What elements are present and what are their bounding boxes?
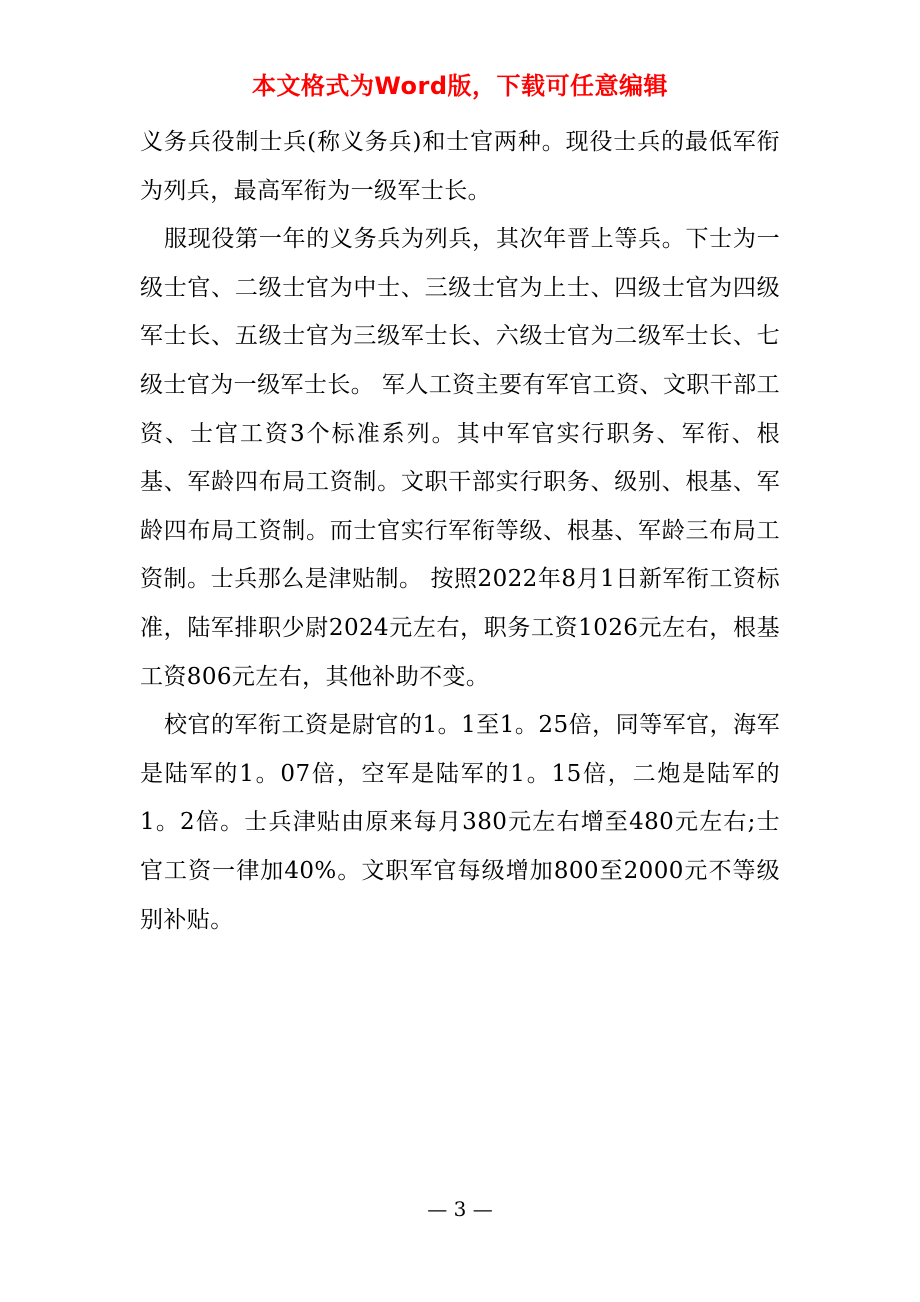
paragraph-2: 服现役第一年的义务兵为列兵，其次年晋上等兵。下士为一级士官、二级士官为中士、三级士官为上士、四级士官为四级军士长、五级士官为三级军士长、六级士官为二级军士长、七级士官为一级军士长。 军人工资主要有军官工资、文职干部工资、士官工资3个标准系列。其中军官实行职务、军衔、根基、军龄四布局工资制。文职干部实行职务、级别、根基、军龄四布局工资制。而士官实行军衔等级、根基、军龄三布局工资制。士兵那么是津贴制。 按照2022年8月1日新军衔工资标准，陆军排职少尉2024元左右，职务工资1026元左右，根基工资806元左右，其他补助不变。 [140,226,780,690]
paragraph-3: 校官的军衔工资是尉官的1。1至1。25倍，同等军官，海军是陆军的1。07倍，空军是陆军的1。15倍，二炮是陆军的1。2倍。士兵津贴由原来每月380元左右增至480元左右;士官工资一律加40%。文职军官每级增加800至2000元不等级别补贴。 [140,712,780,933]
page-number: — 3 — [427,1197,493,1221]
paragraph-1: 义务兵役制士兵(称义务兵)和士官两种。现役士兵的最低军衔为列兵，最高军衔为一级军士长。 [140,129,780,204]
document-body [140,118,780,944]
download-banner: 本文格式为Word版，下载可任意编辑 [251,72,669,100]
